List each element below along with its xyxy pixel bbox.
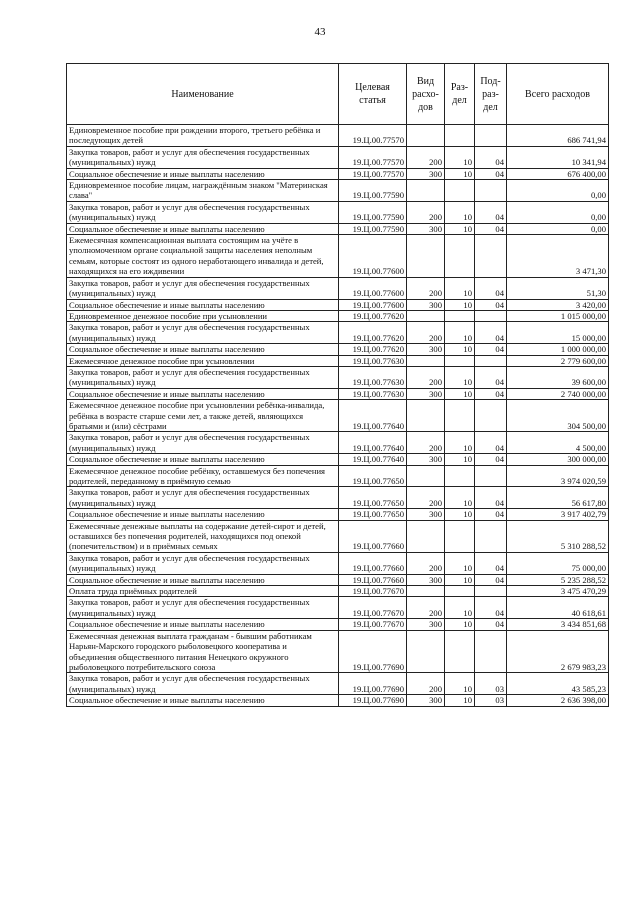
row-expense-type: 300 (407, 344, 445, 355)
table-row (67, 180, 609, 202)
table-row (67, 597, 609, 619)
row-expense-type: 200 (407, 201, 445, 223)
row-target-article: 19.Ц.00.77660 (339, 574, 407, 585)
row-subsection (475, 520, 507, 552)
row-subsection: 04 (475, 366, 507, 388)
row-section: 10 (445, 223, 475, 234)
row-subsection (475, 400, 507, 432)
row-name: Социальное обеспечение и иные выплаты населению (67, 619, 339, 630)
row-name: Закупка товаров, работ и услуг для обеспечения государственных (муниципальных) нужд (67, 432, 339, 454)
row-total: 75 000,00 (507, 552, 609, 574)
row-expense-type: 200 (407, 597, 445, 619)
row-subsection: 03 (475, 695, 507, 706)
row-expense-type: 200 (407, 146, 445, 168)
row-expense-type: 300 (407, 509, 445, 520)
row-expense-type (407, 235, 445, 278)
row-expense-type: 300 (407, 223, 445, 234)
row-name: Социальное обеспечение и иные выплаты населению (67, 388, 339, 399)
header-target-article: Целевая статья (339, 64, 407, 125)
row-section (445, 400, 475, 432)
table-row (67, 586, 609, 597)
row-target-article: 19.Ц.00.77660 (339, 552, 407, 574)
row-subsection: 03 (475, 673, 507, 695)
row-expense-type: 300 (407, 168, 445, 179)
row-target-article: 19.Ц.00.77620 (339, 322, 407, 344)
row-subsection: 04 (475, 344, 507, 355)
row-total: 2 636 398,00 (507, 695, 609, 706)
table-row (67, 695, 609, 706)
table-row (67, 388, 609, 399)
row-total: 51,30 (507, 277, 609, 299)
row-target-article: 19.Ц.00.77690 (339, 630, 407, 673)
row-subsection: 04 (475, 299, 507, 310)
row-section: 10 (445, 432, 475, 454)
row-target-article: 19.Ц.00.77650 (339, 487, 407, 509)
row-expense-type: 300 (407, 388, 445, 399)
row-name: Социальное обеспечение и иные выплаты населению (67, 695, 339, 706)
row-section: 10 (445, 344, 475, 355)
row-subsection: 04 (475, 454, 507, 465)
row-expense-type (407, 586, 445, 597)
table-row (67, 344, 609, 355)
table-row (67, 619, 609, 630)
row-subsection: 04 (475, 619, 507, 630)
row-total: 2 740 000,00 (507, 388, 609, 399)
row-total: 43 585,23 (507, 673, 609, 695)
table-row (67, 235, 609, 278)
row-subsection: 04 (475, 574, 507, 585)
table-row (67, 125, 609, 147)
row-name: Социальное обеспечение и иные выплаты населению (67, 454, 339, 465)
row-section: 10 (445, 146, 475, 168)
row-total: 304 500,00 (507, 400, 609, 432)
table-row (67, 310, 609, 321)
row-target-article: 19.Ц.00.77640 (339, 432, 407, 454)
row-expense-type: 200 (407, 432, 445, 454)
row-section (445, 180, 475, 202)
row-expense-type: 300 (407, 299, 445, 310)
row-section (445, 630, 475, 673)
table-row (67, 520, 609, 552)
row-total: 3 471,30 (507, 235, 609, 278)
row-total: 3 420,00 (507, 299, 609, 310)
row-expense-type: 300 (407, 619, 445, 630)
table-row (67, 673, 609, 695)
row-name: Закупка товаров, работ и услуг для обеспечения государственных (муниципальных) нужд (67, 597, 339, 619)
row-target-article: 19.Ц.00.77640 (339, 454, 407, 465)
row-subsection: 04 (475, 322, 507, 344)
table-row (67, 201, 609, 223)
row-target-article: 19.Ц.00.77590 (339, 180, 407, 202)
row-target-article: 19.Ц.00.77570 (339, 146, 407, 168)
row-section: 10 (445, 695, 475, 706)
row-target-article: 19.Ц.00.77600 (339, 299, 407, 310)
row-name: Оплата труда приёмных родителей (67, 586, 339, 597)
row-subsection: 04 (475, 223, 507, 234)
row-total: 3 917 402,79 (507, 509, 609, 520)
row-section: 10 (445, 574, 475, 585)
row-name: Ежемесячное денежное пособие при усыновлении ребёнка-инвалида, ребёнка в возрасте старше семи лет, а также детей, являющихся братьями и (или) сёстрами (67, 400, 339, 432)
row-section: 10 (445, 277, 475, 299)
row-name: Социальное обеспечение и иные выплаты населению (67, 223, 339, 234)
row-subsection: 04 (475, 552, 507, 574)
row-expense-type (407, 465, 445, 487)
row-total: 0,00 (507, 223, 609, 234)
row-subsection: 04 (475, 432, 507, 454)
row-total: 39 600,00 (507, 366, 609, 388)
row-target-article: 19.Ц.00.77590 (339, 223, 407, 234)
row-target-article: 19.Ц.00.77660 (339, 520, 407, 552)
row-target-article: 19.Ц.00.77690 (339, 673, 407, 695)
row-target-article: 19.Ц.00.77670 (339, 586, 407, 597)
row-section: 10 (445, 201, 475, 223)
row-section: 10 (445, 322, 475, 344)
row-expense-type: 200 (407, 277, 445, 299)
row-section: 10 (445, 509, 475, 520)
row-target-article: 19.Ц.00.77590 (339, 201, 407, 223)
row-target-article: 19.Ц.00.77620 (339, 310, 407, 321)
row-name: Закупка товаров, работ и услуг для обеспечения государственных (муниципальных) нужд (67, 487, 339, 509)
row-total: 4 500,00 (507, 432, 609, 454)
row-subsection (475, 465, 507, 487)
table-row (67, 465, 609, 487)
table-row (67, 299, 609, 310)
row-subsection (475, 235, 507, 278)
row-name: Закупка товаров, работ и услуг для обеспечения государственных (муниципальных) нужд (67, 322, 339, 344)
row-expense-type (407, 125, 445, 147)
row-section: 10 (445, 597, 475, 619)
row-section: 10 (445, 388, 475, 399)
row-subsection: 04 (475, 487, 507, 509)
row-section (445, 310, 475, 321)
row-expense-type (407, 400, 445, 432)
row-total: 0,00 (507, 180, 609, 202)
table-header-row (67, 64, 609, 125)
row-section (445, 235, 475, 278)
table-row (67, 454, 609, 465)
row-expense-type: 300 (407, 454, 445, 465)
table-row (67, 322, 609, 344)
row-expense-type (407, 355, 445, 366)
page-number: 43 (314, 26, 326, 38)
table-row (67, 552, 609, 574)
row-total: 0,00 (507, 201, 609, 223)
row-total: 10 341,94 (507, 146, 609, 168)
row-target-article: 19.Ц.00.77690 (339, 695, 407, 706)
table-row (67, 630, 609, 673)
row-subsection (475, 630, 507, 673)
row-total: 676 400,00 (507, 168, 609, 179)
table-row (67, 366, 609, 388)
row-total: 3 974 020,59 (507, 465, 609, 487)
row-target-article: 19.Ц.00.77670 (339, 619, 407, 630)
row-target-article: 19.Ц.00.77570 (339, 168, 407, 179)
row-total: 2 779 600,00 (507, 355, 609, 366)
row-target-article: 19.Ц.00.77630 (339, 388, 407, 399)
row-section (445, 520, 475, 552)
row-total: 686 741,94 (507, 125, 609, 147)
row-section: 10 (445, 168, 475, 179)
row-expense-type: 200 (407, 673, 445, 695)
row-total: 300 000,00 (507, 454, 609, 465)
row-name: Единовременное пособие лицам, награждённым знаком "Материнская слава" (67, 180, 339, 202)
row-target-article: 19.Ц.00.77670 (339, 597, 407, 619)
row-total: 56 617,80 (507, 487, 609, 509)
table-row (67, 168, 609, 179)
row-name: Ежемесячная компенсационная выплата состоящим на учёте в уполномоченном органе социальной защиты населения неполным семьям, которые состоят из одного неработающего инвалида и детей, находящихся на его иждивении (67, 235, 339, 278)
row-expense-type: 200 (407, 322, 445, 344)
row-total: 3 475 470,29 (507, 586, 609, 597)
row-name: Социальное обеспечение и иные выплаты населению (67, 168, 339, 179)
row-section: 10 (445, 366, 475, 388)
header-total: Всего расходов (507, 64, 609, 125)
row-target-article: 19.Ц.00.77640 (339, 400, 407, 432)
row-subsection: 04 (475, 201, 507, 223)
row-section (445, 586, 475, 597)
table-row (67, 400, 609, 432)
row-expense-type: 300 (407, 695, 445, 706)
row-total: 3 434 851,68 (507, 619, 609, 630)
row-subsection: 04 (475, 509, 507, 520)
header-subsection: Под-раз-дел (475, 64, 507, 125)
row-subsection (475, 125, 507, 147)
row-name: Ежемесячное денежное пособие ребёнку, оставшемуся без попечения родителей, переданному в приёмную семью (67, 465, 339, 487)
row-subsection: 04 (475, 388, 507, 399)
row-target-article: 19.Ц.00.77630 (339, 355, 407, 366)
row-total: 15 000,00 (507, 322, 609, 344)
row-expense-type (407, 310, 445, 321)
header-name: Наименование (67, 64, 339, 125)
row-subsection: 04 (475, 146, 507, 168)
row-target-article: 19.Ц.00.77650 (339, 509, 407, 520)
row-target-article: 19.Ц.00.77650 (339, 465, 407, 487)
row-section: 10 (445, 454, 475, 465)
table-row (67, 432, 609, 454)
row-subsection (475, 180, 507, 202)
row-total: 1 000 000,00 (507, 344, 609, 355)
row-target-article: 19.Ц.00.77600 (339, 235, 407, 278)
budget-table (66, 63, 609, 707)
row-expense-type (407, 630, 445, 673)
row-total: 5 310 288,52 (507, 520, 609, 552)
row-subsection (475, 355, 507, 366)
row-name: Ежемесячные денежные выплаты на содержание детей-сирот и детей, оставшихся без попечения родителей, находящихся под опекой (попечительством) и в приёмных семьях (67, 520, 339, 552)
row-name: Закупка товаров, работ и услуг для обеспечения государственных (муниципальных) нужд (67, 146, 339, 168)
row-name: Социальное обеспечение и иные выплаты населению (67, 344, 339, 355)
table-row (67, 355, 609, 366)
row-name: Закупка товаров, работ и услуг для обеспечения государственных (муниципальных) нужд (67, 552, 339, 574)
row-subsection: 04 (475, 597, 507, 619)
row-name: Социальное обеспечение и иные выплаты населению (67, 574, 339, 585)
row-expense-type (407, 180, 445, 202)
row-name: Закупка товаров, работ и услуг для обеспечения государственных (муниципальных) нужд (67, 673, 339, 695)
row-name: Закупка товаров, работ и услуг для обеспечения государственных (муниципальных) нужд (67, 277, 339, 299)
row-section: 10 (445, 299, 475, 310)
row-section: 10 (445, 673, 475, 695)
row-section (445, 465, 475, 487)
row-target-article: 19.Ц.00.77630 (339, 366, 407, 388)
table-row (67, 146, 609, 168)
row-expense-type: 300 (407, 574, 445, 585)
row-name: Единовременное денежное пособие при усыновлении (67, 310, 339, 321)
row-name: Ежемесячное денежное пособие при усыновлении (67, 355, 339, 366)
row-name: Ежемесячная денежная выплата гражданам - бывшим работникам Нарьян-Марского городского рыболовецкого кооператива и объединения общественного питания Ненецкого окружного рыболовецкого потребительского союза (67, 630, 339, 673)
row-section (445, 355, 475, 366)
table-row (67, 574, 609, 585)
row-section: 10 (445, 619, 475, 630)
row-section: 10 (445, 552, 475, 574)
table-row (67, 277, 609, 299)
row-total: 40 618,61 (507, 597, 609, 619)
row-section: 10 (445, 487, 475, 509)
row-subsection: 04 (475, 168, 507, 179)
row-total: 1 015 000,00 (507, 310, 609, 321)
row-target-article: 19.Ц.00.77600 (339, 277, 407, 299)
row-name: Социальное обеспечение и иные выплаты населению (67, 509, 339, 520)
row-name: Единовременное пособие при рождении второго, третьего ребёнка и последующих детей (67, 125, 339, 147)
table-row (67, 487, 609, 509)
row-subsection (475, 586, 507, 597)
row-name: Закупка товаров, работ и услуг для обеспечения государственных (муниципальных) нужд (67, 366, 339, 388)
row-target-article: 19.Ц.00.77620 (339, 344, 407, 355)
row-subsection (475, 310, 507, 321)
header-expense-type: Вид расхо-дов (407, 64, 445, 125)
row-target-article: 19.Ц.00.77570 (339, 125, 407, 147)
row-total: 5 235 288,52 (507, 574, 609, 585)
row-expense-type (407, 520, 445, 552)
header-section: Раз-дел (445, 64, 475, 125)
row-section (445, 125, 475, 147)
row-total: 2 679 983,23 (507, 630, 609, 673)
row-name: Социальное обеспечение и иные выплаты населению (67, 299, 339, 310)
row-expense-type: 200 (407, 366, 445, 388)
row-subsection: 04 (475, 277, 507, 299)
table-row (67, 509, 609, 520)
row-name: Закупка товаров, работ и услуг для обеспечения государственных (муниципальных) нужд (67, 201, 339, 223)
table-row (67, 223, 609, 234)
row-expense-type: 200 (407, 552, 445, 574)
row-expense-type: 200 (407, 487, 445, 509)
